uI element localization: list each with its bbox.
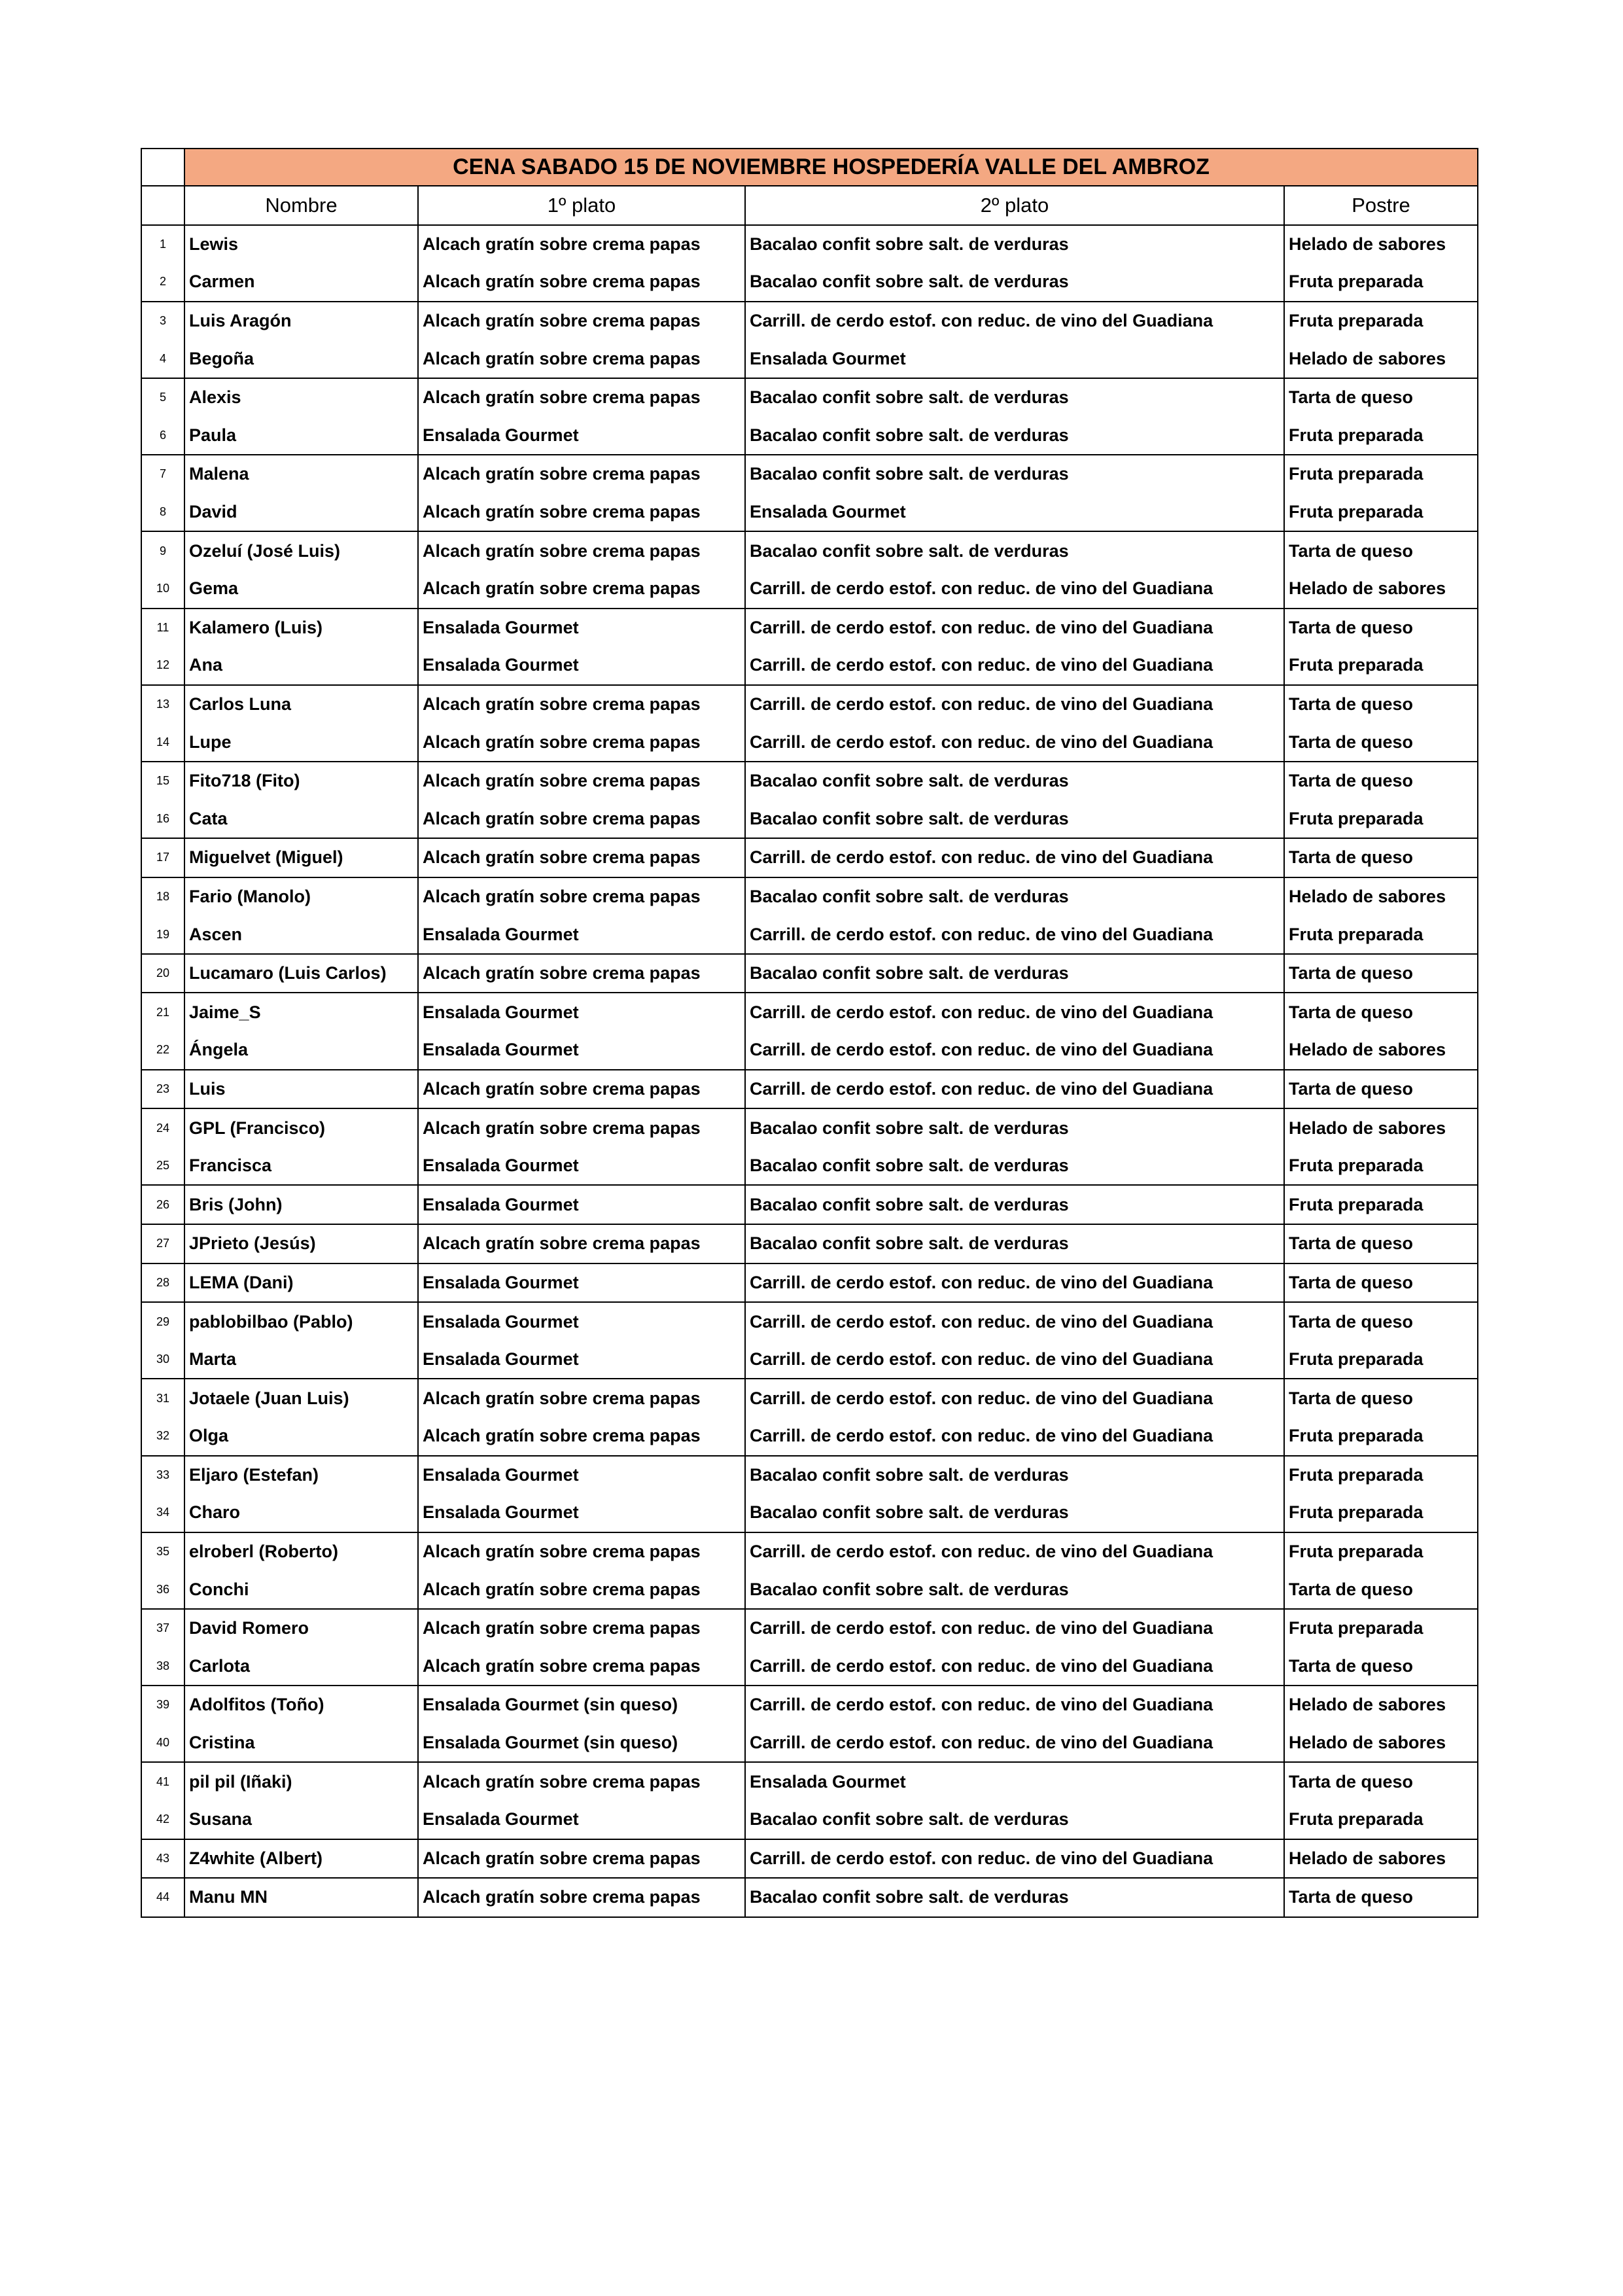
second-course: Bacalao confit sobre salt. de verduras <box>745 225 1284 264</box>
dessert: Tarta de queso <box>1284 531 1478 570</box>
column-header-nombre: Nombre <box>184 186 418 225</box>
first-course: Alcach gratín sobre crema papas <box>418 1839 745 1879</box>
guest-name: Carmen <box>184 263 418 302</box>
row-number: 9 <box>141 531 184 570</box>
second-course: Carrill. de cerdo estof. con reduc. de vino del Guadiana <box>745 302 1284 340</box>
guest-name: Carlos Luna <box>184 685 418 724</box>
row-number: 15 <box>141 762 184 800</box>
title-row <box>141 149 1478 186</box>
table-row <box>141 1341 1478 1379</box>
row-number: 29 <box>141 1302 184 1341</box>
first-course: Ensalada Gourmet (sin queso) <box>418 1724 745 1763</box>
second-course: Bacalao confit sobre salt. de verduras <box>745 1185 1284 1224</box>
second-course: Bacalao confit sobre salt. de verduras <box>745 263 1284 302</box>
second-course: Bacalao confit sobre salt. de verduras <box>745 1494 1284 1532</box>
guest-name: Fito718 (Fito) <box>184 762 418 800</box>
first-course: Alcach gratín sobre crema papas <box>418 1570 745 1609</box>
second-course: Carrill. de cerdo estof. con reduc. de vino del Guadiana <box>745 1379 1284 1417</box>
guest-name: Bris (John) <box>184 1185 418 1224</box>
row-number: 38 <box>141 1648 184 1686</box>
page-title: CENA SABADO 15 DE NOVIEMBRE HOSPEDERÍA VALLE DEL AMBROZ <box>184 149 1478 186</box>
row-number: 18 <box>141 877 184 916</box>
table-row <box>141 1070 1478 1109</box>
table-row <box>141 1648 1478 1686</box>
first-course: Ensalada Gourmet <box>418 1263 745 1303</box>
first-course: Alcach gratín sobre crema papas <box>418 225 745 264</box>
second-course: Bacalao confit sobre salt. de verduras <box>745 1108 1284 1147</box>
row-number: 22 <box>141 1031 184 1070</box>
second-course: Carrill. de cerdo estof. con reduc. de vino del Guadiana <box>745 1686 1284 1724</box>
guest-name: Luis Aragón <box>184 302 418 340</box>
dessert: Fruta preparada <box>1284 1456 1478 1494</box>
first-course: Alcach gratín sobre crema papas <box>418 800 745 839</box>
first-course: Alcach gratín sobre crema papas <box>418 685 745 724</box>
table-row <box>141 1494 1478 1532</box>
first-course: Alcach gratín sobre crema papas <box>418 838 745 877</box>
first-course: Alcach gratín sobre crema papas <box>418 954 745 993</box>
row-number: 21 <box>141 993 184 1031</box>
second-course: Carrill. de cerdo estof. con reduc. de vino del Guadiana <box>745 646 1284 685</box>
row-number: 12 <box>141 646 184 685</box>
table-row <box>141 1839 1478 1879</box>
row-number: 30 <box>141 1341 184 1379</box>
dessert: Fruta preparada <box>1284 455 1478 493</box>
row-number: 43 <box>141 1839 184 1879</box>
guest-name: Lucamaro (Luis Carlos) <box>184 954 418 993</box>
dessert: Tarta de queso <box>1284 723 1478 762</box>
row-number: 3 <box>141 302 184 340</box>
dessert: Fruta preparada <box>1284 1494 1478 1532</box>
second-course: Bacalao confit sobre salt. de verduras <box>745 378 1284 417</box>
table-row <box>141 838 1478 877</box>
table-row <box>141 1224 1478 1263</box>
second-course: Ensalada Gourmet <box>745 340 1284 378</box>
column-header-primer-plato: 1º plato <box>418 186 745 225</box>
dessert: Fruta preparada <box>1284 302 1478 340</box>
table-row <box>141 225 1478 264</box>
dessert: Tarta de queso <box>1284 954 1478 993</box>
first-course: Alcach gratín sobre crema papas <box>418 1609 745 1648</box>
first-course: Alcach gratín sobre crema papas <box>418 340 745 378</box>
table-row <box>141 1724 1478 1763</box>
dessert: Fruta preparada <box>1284 646 1478 685</box>
table-row <box>141 1263 1478 1303</box>
table-body <box>141 149 1478 1917</box>
guest-name: elroberl (Roberto) <box>184 1532 418 1571</box>
row-number: 13 <box>141 685 184 724</box>
row-number: 28 <box>141 1263 184 1303</box>
first-course: Ensalada Gourmet <box>418 1341 745 1379</box>
second-course: Bacalao confit sobre salt. de verduras <box>745 1878 1284 1917</box>
dessert: Tarta de queso <box>1284 1762 1478 1801</box>
table-row <box>141 455 1478 493</box>
guest-name: Marta <box>184 1341 418 1379</box>
guest-name: GPL (Francisco) <box>184 1108 418 1147</box>
dessert: Helado de sabores <box>1284 1724 1478 1763</box>
second-course: Carrill. de cerdo estof. con reduc. de vino del Guadiana <box>745 1263 1284 1303</box>
second-course: Carrill. de cerdo estof. con reduc. de vino del Guadiana <box>745 570 1284 609</box>
first-course: Ensalada Gourmet <box>418 1456 745 1494</box>
guest-name: Malena <box>184 455 418 493</box>
second-course: Bacalao confit sobre salt. de verduras <box>745 1147 1284 1186</box>
second-course: Carrill. de cerdo estof. con reduc. de vino del Guadiana <box>745 1839 1284 1879</box>
first-course: Ensalada Gourmet <box>418 993 745 1031</box>
second-course: Carrill. de cerdo estof. con reduc. de vino del Guadiana <box>745 1302 1284 1341</box>
guest-name: Jaime_S <box>184 993 418 1031</box>
guest-name: Gema <box>184 570 418 609</box>
table-row <box>141 877 1478 916</box>
guest-name: Kalamero (Luis) <box>184 609 418 647</box>
dessert: Helado de sabores <box>1284 570 1478 609</box>
second-course: Bacalao confit sobre salt. de verduras <box>745 800 1284 839</box>
second-course: Carrill. de cerdo estof. con reduc. de vino del Guadiana <box>745 915 1284 954</box>
guest-name: David <box>184 493 418 532</box>
dessert: Helado de sabores <box>1284 1686 1478 1724</box>
second-course: Ensalada Gourmet <box>745 1762 1284 1801</box>
second-course: Carrill. de cerdo estof. con reduc. de vino del Guadiana <box>745 1724 1284 1763</box>
row-number: 37 <box>141 1609 184 1648</box>
dessert: Tarta de queso <box>1284 1263 1478 1303</box>
dessert: Fruta preparada <box>1284 1532 1478 1571</box>
dessert: Fruta preparada <box>1284 1341 1478 1379</box>
table-row <box>141 1031 1478 1070</box>
row-number: 11 <box>141 609 184 647</box>
dessert: Tarta de queso <box>1284 993 1478 1031</box>
dessert: Tarta de queso <box>1284 378 1478 417</box>
first-course: Alcach gratín sobre crema papas <box>418 378 745 417</box>
table-row <box>141 1147 1478 1186</box>
dessert: Fruta preparada <box>1284 1185 1478 1224</box>
first-course: Ensalada Gourmet <box>418 609 745 647</box>
first-course: Alcach gratín sobre crema papas <box>418 1108 745 1147</box>
table-row <box>141 1686 1478 1724</box>
first-course: Ensalada Gourmet <box>418 417 745 455</box>
guest-name: Eljaro (Estefan) <box>184 1456 418 1494</box>
guest-name: Charo <box>184 1494 418 1532</box>
table-row <box>141 685 1478 724</box>
table-row <box>141 1878 1478 1917</box>
second-course: Carrill. de cerdo estof. con reduc. de vino del Guadiana <box>745 1341 1284 1379</box>
guest-name: Z4white (Albert) <box>184 1839 418 1879</box>
row-number: 40 <box>141 1724 184 1763</box>
guest-name: Cristina <box>184 1724 418 1763</box>
dessert: Fruta preparada <box>1284 1609 1478 1648</box>
dessert: Fruta preparada <box>1284 263 1478 302</box>
first-course: Alcach gratín sobre crema papas <box>418 877 745 916</box>
guest-name: Luis <box>184 1070 418 1109</box>
dessert: Fruta preparada <box>1284 1417 1478 1456</box>
guest-name: David Romero <box>184 1609 418 1648</box>
row-number: 32 <box>141 1417 184 1456</box>
guest-name: LEMA (Dani) <box>184 1263 418 1303</box>
guest-name: Paula <box>184 417 418 455</box>
second-course: Bacalao confit sobre salt. de verduras <box>745 417 1284 455</box>
row-number: 8 <box>141 493 184 532</box>
second-course: Carrill. de cerdo estof. con reduc. de vino del Guadiana <box>745 1609 1284 1648</box>
dessert: Helado de sabores <box>1284 877 1478 916</box>
second-course: Carrill. de cerdo estof. con reduc. de vino del Guadiana <box>745 838 1284 877</box>
row-number: 44 <box>141 1878 184 1917</box>
second-course: Bacalao confit sobre salt. de verduras <box>745 1456 1284 1494</box>
first-course: Alcach gratín sobre crema papas <box>418 723 745 762</box>
guest-name: Lupe <box>184 723 418 762</box>
table-row <box>141 1108 1478 1147</box>
dessert: Tarta de queso <box>1284 762 1478 800</box>
table-row <box>141 570 1478 609</box>
first-course: Alcach gratín sobre crema papas <box>418 1648 745 1686</box>
table-row <box>141 1417 1478 1456</box>
first-course: Alcach gratín sobre crema papas <box>418 1532 745 1571</box>
first-course: Alcach gratín sobre crema papas <box>418 570 745 609</box>
table-row <box>141 1456 1478 1494</box>
dessert: Tarta de queso <box>1284 1379 1478 1417</box>
row-number: 7 <box>141 455 184 493</box>
second-course: Bacalao confit sobre salt. de verduras <box>745 455 1284 493</box>
table-row <box>141 1379 1478 1417</box>
second-course: Ensalada Gourmet <box>745 493 1284 532</box>
table-row <box>141 762 1478 800</box>
second-course: Bacalao confit sobre salt. de verduras <box>745 1570 1284 1609</box>
guest-name: Miguelvet (Miguel) <box>184 838 418 877</box>
table-row <box>141 493 1478 532</box>
second-course: Carrill. de cerdo estof. con reduc. de vino del Guadiana <box>745 1648 1284 1686</box>
guest-name: Francisca <box>184 1147 418 1186</box>
row-number: 34 <box>141 1494 184 1532</box>
dessert: Helado de sabores <box>1284 225 1478 264</box>
guest-name: Fario (Manolo) <box>184 877 418 916</box>
first-course: Alcach gratín sobre crema papas <box>418 1878 745 1917</box>
row-number: 17 <box>141 838 184 877</box>
dessert: Helado de sabores <box>1284 340 1478 378</box>
column-header-row <box>141 186 1478 225</box>
table-row <box>141 1302 1478 1341</box>
dessert: Fruta preparada <box>1284 417 1478 455</box>
row-number: 6 <box>141 417 184 455</box>
dessert: Fruta preparada <box>1284 1147 1478 1186</box>
table-row <box>141 609 1478 647</box>
table-row <box>141 800 1478 839</box>
column-header-postre: Postre <box>1284 186 1478 225</box>
row-number: 19 <box>141 915 184 954</box>
first-course: Alcach gratín sobre crema papas <box>418 531 745 570</box>
table-row <box>141 1801 1478 1839</box>
first-course: Ensalada Gourmet (sin queso) <box>418 1686 745 1724</box>
table-row <box>141 531 1478 570</box>
dessert: Tarta de queso <box>1284 1070 1478 1109</box>
guest-name: Jotaele (Juan Luis) <box>184 1379 418 1417</box>
guest-name: Adolfitos (Toño) <box>184 1686 418 1724</box>
table-row <box>141 1570 1478 1609</box>
guest-name: Alexis <box>184 378 418 417</box>
second-course: Carrill. de cerdo estof. con reduc. de vino del Guadiana <box>745 1532 1284 1571</box>
guest-name: Conchi <box>184 1570 418 1609</box>
row-number: 36 <box>141 1570 184 1609</box>
dessert: Helado de sabores <box>1284 1031 1478 1070</box>
row-number: 25 <box>141 1147 184 1186</box>
row-number: 33 <box>141 1456 184 1494</box>
first-course: Ensalada Gourmet <box>418 1302 745 1341</box>
table-row <box>141 993 1478 1031</box>
guest-name: Carlota <box>184 1648 418 1686</box>
table-row <box>141 1185 1478 1224</box>
second-course: Carrill. de cerdo estof. con reduc. de vino del Guadiana <box>745 993 1284 1031</box>
row-number: 35 <box>141 1532 184 1571</box>
dessert: Helado de sabores <box>1284 1839 1478 1879</box>
dessert: Tarta de queso <box>1284 1878 1478 1917</box>
row-number: 26 <box>141 1185 184 1224</box>
first-course: Alcach gratín sobre crema papas <box>418 1417 745 1456</box>
guest-name: Begoña <box>184 340 418 378</box>
second-course: Carrill. de cerdo estof. con reduc. de vino del Guadiana <box>745 723 1284 762</box>
second-course: Carrill. de cerdo estof. con reduc. de vino del Guadiana <box>745 1070 1284 1109</box>
second-course: Bacalao confit sobre salt. de verduras <box>745 762 1284 800</box>
guest-name: Susana <box>184 1801 418 1839</box>
second-course: Bacalao confit sobre salt. de verduras <box>745 1224 1284 1263</box>
table-row <box>141 263 1478 302</box>
row-number: 42 <box>141 1801 184 1839</box>
first-course: Ensalada Gourmet <box>418 1801 745 1839</box>
row-number: 5 <box>141 378 184 417</box>
row-number: 27 <box>141 1224 184 1263</box>
first-course: Alcach gratín sobre crema papas <box>418 762 745 800</box>
dinner-order-table <box>141 148 1478 1918</box>
guest-name: pil pil (Iñaki) <box>184 1762 418 1801</box>
second-course: Bacalao confit sobre salt. de verduras <box>745 531 1284 570</box>
second-course: Carrill. de cerdo estof. con reduc. de vino del Guadiana <box>745 1417 1284 1456</box>
table-row <box>141 1532 1478 1571</box>
table-row <box>141 302 1478 340</box>
guest-name: JPrieto (Jesús) <box>184 1224 418 1263</box>
first-course: Ensalada Gourmet <box>418 1494 745 1532</box>
row-number: 24 <box>141 1108 184 1147</box>
second-course: Carrill. de cerdo estof. con reduc. de vino del Guadiana <box>745 609 1284 647</box>
second-course: Carrill. de cerdo estof. con reduc. de vino del Guadiana <box>745 1031 1284 1070</box>
row-number: 10 <box>141 570 184 609</box>
dessert: Helado de sabores <box>1284 1108 1478 1147</box>
corner-cell <box>141 149 184 186</box>
first-course: Alcach gratín sobre crema papas <box>418 455 745 493</box>
table-row <box>141 378 1478 417</box>
guest-name: Ángela <box>184 1031 418 1070</box>
row-number: 14 <box>141 723 184 762</box>
guest-name: Olga <box>184 1417 418 1456</box>
guest-name: Ana <box>184 646 418 685</box>
table-row <box>141 646 1478 685</box>
dessert: Tarta de queso <box>1284 838 1478 877</box>
row-number: 16 <box>141 800 184 839</box>
row-number: 2 <box>141 263 184 302</box>
row-number: 4 <box>141 340 184 378</box>
second-course: Bacalao confit sobre salt. de verduras <box>745 1801 1284 1839</box>
dessert: Tarta de queso <box>1284 609 1478 647</box>
table-row <box>141 723 1478 762</box>
header-corner-cell <box>141 186 184 225</box>
dessert: Tarta de queso <box>1284 1570 1478 1609</box>
guest-name: Lewis <box>184 225 418 264</box>
guest-name: Ascen <box>184 915 418 954</box>
table-row <box>141 340 1478 378</box>
first-course: Ensalada Gourmet <box>418 1147 745 1186</box>
dessert: Tarta de queso <box>1284 1648 1478 1686</box>
dessert: Fruta preparada <box>1284 1801 1478 1839</box>
first-course: Alcach gratín sobre crema papas <box>418 302 745 340</box>
dessert: Fruta preparada <box>1284 800 1478 839</box>
second-course: Bacalao confit sobre salt. de verduras <box>745 877 1284 916</box>
table-row <box>141 1609 1478 1648</box>
first-course: Ensalada Gourmet <box>418 1031 745 1070</box>
first-course: Alcach gratín sobre crema papas <box>418 493 745 532</box>
row-number: 1 <box>141 225 184 264</box>
first-course: Alcach gratín sobre crema papas <box>418 263 745 302</box>
second-course: Bacalao confit sobre salt. de verduras <box>745 954 1284 993</box>
dessert: Tarta de queso <box>1284 1224 1478 1263</box>
first-course: Alcach gratín sobre crema papas <box>418 1379 745 1417</box>
row-number: 31 <box>141 1379 184 1417</box>
first-course: Ensalada Gourmet <box>418 646 745 685</box>
guest-name: Ozeluí (José Luis) <box>184 531 418 570</box>
guest-name: Cata <box>184 800 418 839</box>
first-course: Ensalada Gourmet <box>418 915 745 954</box>
dessert: Fruta preparada <box>1284 915 1478 954</box>
table-row <box>141 417 1478 455</box>
dessert: Tarta de queso <box>1284 685 1478 724</box>
row-number: 39 <box>141 1686 184 1724</box>
column-header-segundo-plato: 2º plato <box>745 186 1284 225</box>
first-course: Alcach gratín sobre crema papas <box>418 1070 745 1109</box>
table-row <box>141 915 1478 954</box>
second-course: Carrill. de cerdo estof. con reduc. de vino del Guadiana <box>745 685 1284 724</box>
guest-name: Manu MN <box>184 1878 418 1917</box>
dessert: Tarta de queso <box>1284 1302 1478 1341</box>
table-row <box>141 1762 1478 1801</box>
first-course: Ensalada Gourmet <box>418 1185 745 1224</box>
first-course: Alcach gratín sobre crema papas <box>418 1762 745 1801</box>
table-row <box>141 954 1478 993</box>
guest-name: pablobilbao (Pablo) <box>184 1302 418 1341</box>
dessert: Fruta preparada <box>1284 493 1478 532</box>
row-number: 41 <box>141 1762 184 1801</box>
row-number: 23 <box>141 1070 184 1109</box>
row-number: 20 <box>141 954 184 993</box>
first-course: Alcach gratín sobre crema papas <box>418 1224 745 1263</box>
